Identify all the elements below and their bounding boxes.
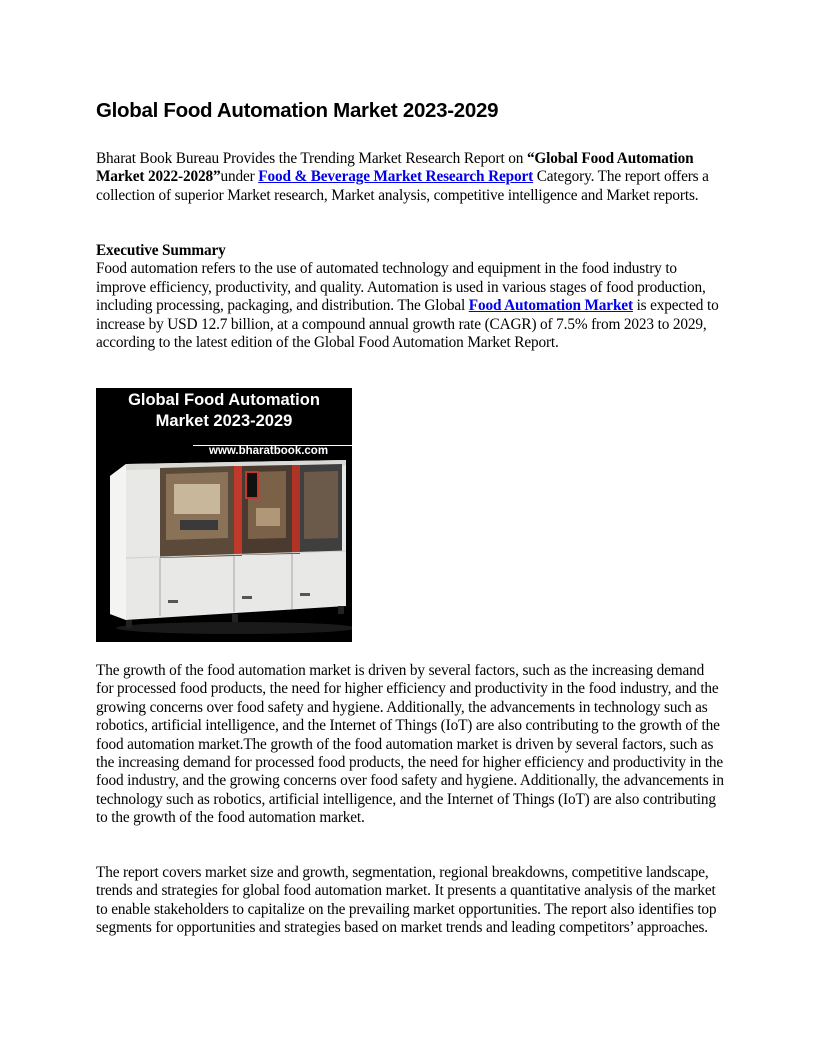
executive-text-2: is expected to increase by USD 12.7 billion, at a compound annual growth rate (CAGR) of 7.5% from 2023 to 2029, according to the latest edition of the Global Food Automation Market Report.: [96, 297, 719, 352]
report-name: “Global Food Automation Market 2022-2028”: [96, 150, 694, 186]
page-title: Global Food Automation Market 2023-2029: [96, 99, 499, 122]
intro-text: Bharat Book Bureau Provides the Trending Market Research Report on: [96, 150, 527, 167]
market-link[interactable]: Food Automation Market: [468, 297, 633, 315]
intro-text-2: under: [220, 168, 259, 186]
executive-heading: Executive Summary: [96, 242, 226, 259]
cover-title: [96, 390, 352, 432]
category-link[interactable]: Food & Beverage Market Research Report: [258, 168, 534, 186]
report-cover-image: [96, 388, 352, 642]
cover-title-line-2: Market 2023-2029: [155, 412, 293, 430]
executive-text: Food automation refers to the use of automated technology and equipment in the food industry to improve efficiency, productivity, and quality. Automation is used in various stages of food production, including processing, packaging, and distribution. The Global: [96, 260, 706, 315]
growth-paragraph: The growth of the food automation market is driven by several factors, such as the increasing demand for processed food products, the need for higher efficiency and productivity in the food industry, and the growing concerns over food safety and hygiene. Additionally, the advancements in technology such as robotics, artificial intelligence, and the Internet of Things (IoT) are also contributing to the growth of the food automation market.The growth of the food automation market is driven by several factors, such as the increasing demand for processed food products, the need for higher efficiency and productivity in the food industry, and the growing concerns over food safety and hygiene. Additionally, the advancements in technology such as robotics, artificial intelligence, and the Internet of Things (IoT) are also contributing to the growth of the food automation market.: [96, 662, 724, 827]
coverage-paragraph: The report covers market size and growth, segmentation, regional breakdowns, competitive landscape, trends and strategies for global food automation market. It presents a quantitative analysis of the market to enable stakeholders to capitalize on the prevailing market opportunities. The report also identifies top segments for opportunities and strategies based on market trends and leading competitors’ approaches.: [96, 864, 717, 937]
executive-summary: [96, 242, 724, 352]
intro-paragraph: [96, 150, 724, 205]
cover-url: www.bharatbook.com: [209, 445, 329, 457]
cover-title-line-1: Global Food Automation: [128, 391, 320, 409]
intro-text-3: Category. The report offers a collection of superior Market research, Market analysis, competitive intelligence and Market reports.: [96, 168, 709, 204]
